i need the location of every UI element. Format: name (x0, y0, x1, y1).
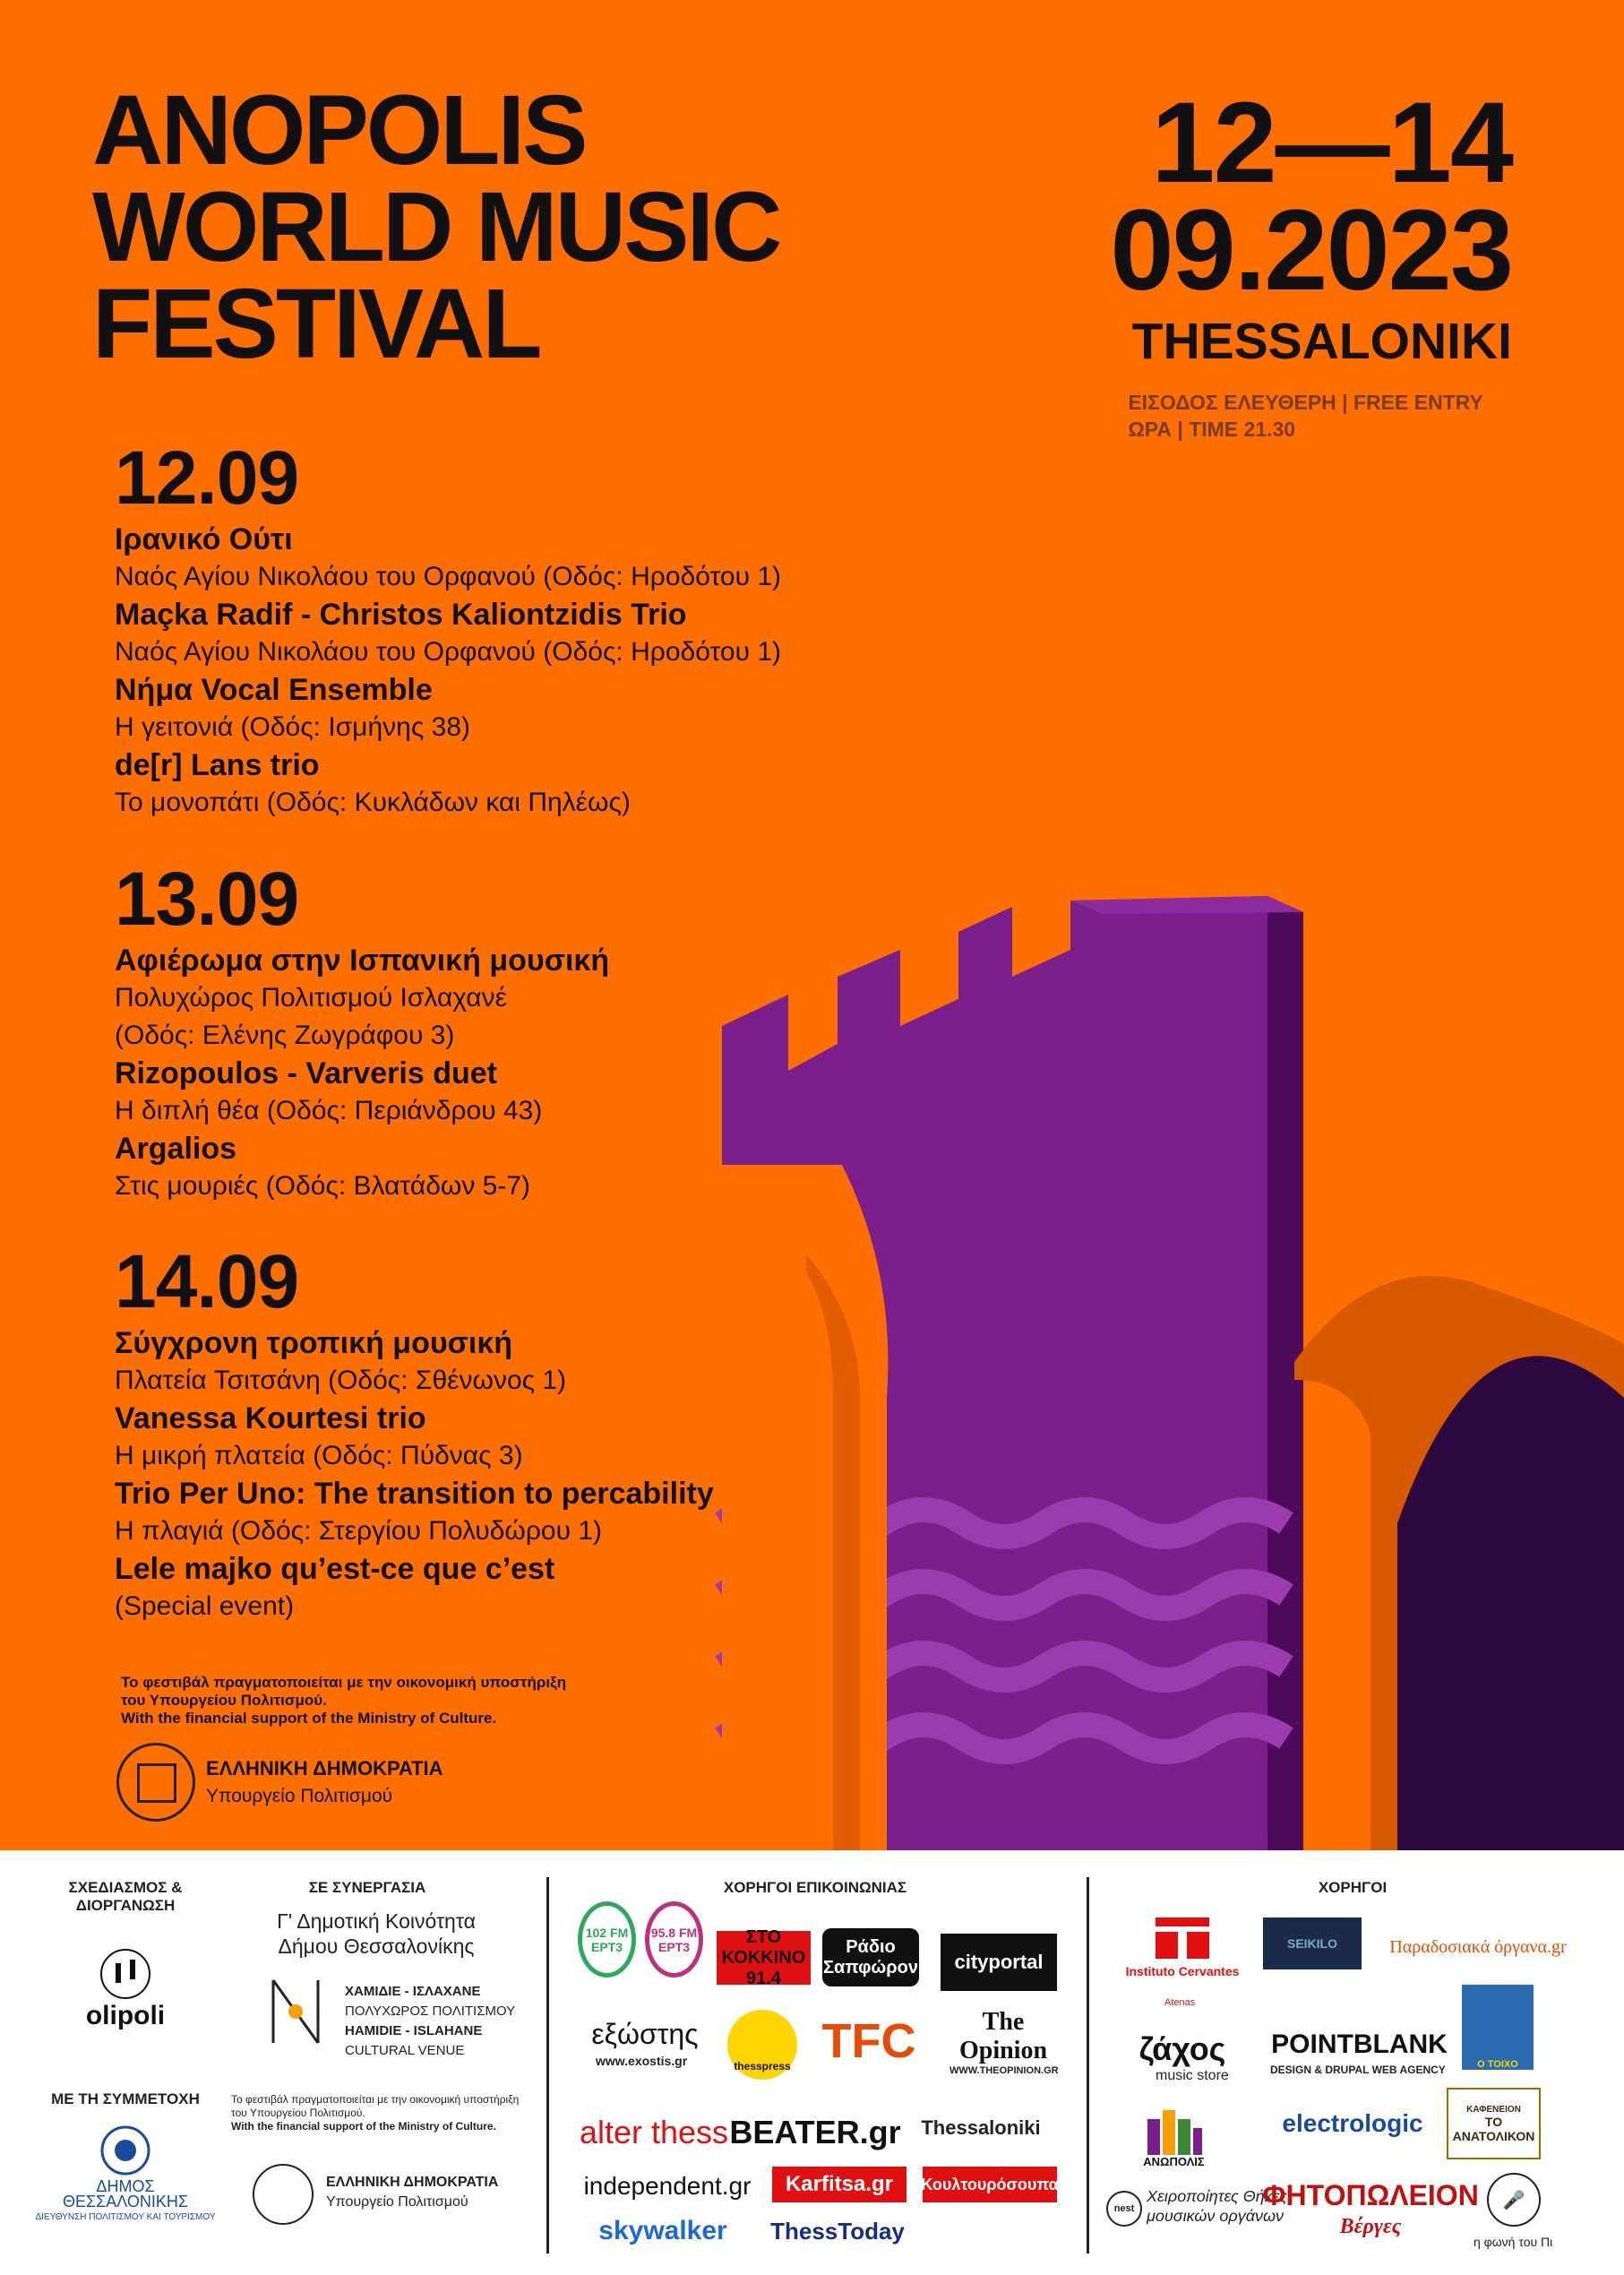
event-name: Lele majko qu’est-ce que c’est (115, 1552, 555, 1586)
time-info: ΩΡΑ | TIME 21.30 (1128, 418, 1296, 441)
alter-thess-logo: alter thess (579, 2114, 729, 2150)
cervantes-icon (1151, 1910, 1214, 1964)
venue-line-4: CULTURAL VENUE (345, 2043, 465, 2058)
ministry-name: Υπουργείο Πολιτισμού (206, 1786, 393, 1806)
venue-line-1: ΧΑΜΙΔΙΕ - ΙΣΛΑΧΑΝΕ (345, 1984, 481, 1999)
microphone-icon: 🎤 (1487, 2173, 1541, 2227)
skywalker-logo: skywalker (598, 2216, 727, 2245)
ministry-support-note (121, 1674, 566, 1728)
date-year: 09.2023 (1110, 186, 1512, 315)
event-name: Argalios (115, 1132, 237, 1166)
the-opinion-url: WWW.THEOPINION.GR (949, 2065, 1059, 2076)
cityportal-logo: cityportal (941, 1934, 1057, 1991)
event-name: Maçka Radif - Christos Kaliontzidis Trio (115, 598, 687, 632)
o-toixo-logo: Ο ΤΟΙΧΟ (1462, 1985, 1534, 2070)
anopolis-icon (1143, 2101, 1206, 2155)
fitopoleion-logo: ΦΗΤΟΠΩΛΕΙΟΝ (1262, 2178, 1479, 2211)
day-date: 14.09 (115, 1239, 299, 1323)
olipoli-icon (94, 1947, 157, 2001)
footer-ministry-name: Υπουργείο Πολιτισμού (326, 2194, 468, 2210)
verges-logo: Βέργες (1339, 2214, 1402, 2238)
event-name: Ιρανικό Ούτι (115, 522, 293, 556)
paradosiaka-organa-logo: Παραδοσιακά όργανα.gr (1389, 1936, 1567, 1957)
footer-gov-name: ΕΛΛΗΝΙΚΗ ΔΗΜΟΚΡΑΤΙΑ (326, 2175, 499, 2190)
tfc-logo: TFC (821, 2013, 916, 2068)
event-venue: Η διπλή θέα (Οδός: Περιάνδρου 43) (115, 1096, 543, 1125)
event-venue: Η μικρή πλατεία (Οδός: Πύδνας 3) (115, 1441, 523, 1470)
support-text-en: With the financial support of the Ministry of Culture. (121, 1710, 497, 1727)
anatolikon-line-2: ΤΟ ΑΝΑΤΟΛΙΚΟΝ (1452, 2114, 1535, 2143)
the-opinion-logo: The Opinion (958, 2007, 1048, 2064)
event-venue: (Οδός: Ελένης Ζωγράφου 3) (115, 1021, 455, 1050)
entry-info: ΕΙΣΟΔΟΣ ΕΛΕΥΘΕΡΗ | FREE ENTRY (1128, 391, 1483, 414)
beater-logo: BEATER.gr (729, 2114, 901, 2150)
radio-sapforon-logo: Ράδιο Σαπφώρον (822, 1928, 919, 1986)
event-venue: Ναός Αγίου Νικολάου του Ορφανού (Οδός: Ηροδότου 1) (115, 562, 781, 591)
coop-line-1: Γ' Δημοτική Κοινότητα (277, 1909, 476, 1933)
nest-line-2: μουσικών οργάνων (1147, 2207, 1285, 2225)
event-venue: Η γειτονιά (Οδός: Ισμήνης 38) (115, 712, 470, 742)
event-name: Rizopoulos - Varveris duet (115, 1056, 497, 1090)
event-name: Νήμα Vocal Ensemble (115, 673, 433, 707)
kultourosoupa-logo: Κουλτουρόσουπα (923, 2167, 1057, 2202)
olipoli-logo (72, 1935, 179, 2043)
exostis-url: www.exostis.gr (596, 2054, 688, 2068)
thessaloniki-tourism-logo: Thessaloniki (921, 2116, 1041, 2139)
pointblank-subtitle: DESIGN & DRUPAL WEB AGENCY (1270, 2064, 1446, 2076)
event-venue: (Special event) (115, 1591, 295, 1621)
thesspress-logo: thesspress (727, 2010, 797, 2080)
design-header (49, 1879, 202, 1915)
ministry-logo (116, 1743, 443, 1822)
sto-kokkino-logo: ΣΤΟ ΚΟΚΚΙΝΟ 91.4 (717, 1931, 811, 1985)
coop-header: ΣΕ ΣΥΝΕΡΓΑΣΙΑ (308, 1879, 426, 1896)
greek-seal-icon (116, 1743, 195, 1822)
design-header-1: ΣΧΕΔΙΑΣΜΟΣ & (68, 1879, 183, 1896)
hamidie-logo-icon (255, 1967, 336, 2056)
dimos-logo-icon (90, 2124, 161, 2177)
zachos-subtitle: music store (1156, 2068, 1229, 2083)
day-date: 13.09 (115, 857, 299, 941)
footer-support-note (231, 2093, 531, 2133)
greek-seal-icon (253, 2164, 314, 2225)
event-venue: Ναός Αγίου Νικολάου του Ορφανού (Οδός: Ηροδότου 1) (115, 637, 781, 667)
anopolis-logo (1136, 2088, 1212, 2168)
day-2-program (115, 856, 609, 1205)
dimos-line-2: ΔΙΕΥΘΥΝΣΗ ΠΟΛΙΤΙΣΜΟΥ ΚΑΙ ΤΟΥΡΙΣΜΟΥ (35, 2212, 216, 2222)
nest-line-1: Χειροποίητες Θήκες (1147, 2187, 1287, 2205)
title-line-2: WORLD MUSIC (92, 172, 780, 282)
title-line-3: FESTIVAL (92, 269, 540, 379)
day-1-program (115, 435, 781, 822)
event-name: de[r] Lans trio (115, 748, 320, 782)
design-header-2: ΔΙΟΡΓΑΝΩΣΗ (75, 1897, 176, 1914)
footer-ministry-logo (253, 2164, 499, 2225)
thesstoday-logo: ThessToday (770, 2217, 905, 2245)
venue-line-2: ΠΟΛΥΧΩΡΟΣ ΠΟΛΙΤΙΣΜΟΥ (345, 2004, 516, 2019)
divider (1087, 1877, 1089, 2253)
seikilo-logo: SEIKILO (1263, 1917, 1362, 1969)
event-name: Vanessa Kourtesi trio (115, 1401, 426, 1435)
zachos-logo: ζάχος (1139, 2030, 1226, 2067)
media-sponsors-header: ΧΟΡΗΓΟΙ ΕΠΙΚΟΙΝΩΝΙΑΣ (723, 1879, 907, 1896)
support-text-gr-2: του Υπουργείου Πολιτισμού. (121, 1692, 327, 1709)
event-venue: Η πλαγιά (Οδός: Στεργίου Πολυδώρου 1) (115, 1516, 603, 1546)
event-name: Αφιέρωμα στην Ισπανική μουσική (115, 944, 610, 978)
coop-line-2: Δήμου Θεσσαλονίκης (278, 1935, 475, 1958)
anatolikon-logo (1447, 2088, 1541, 2159)
nest-logo: nest (1106, 2191, 1142, 2227)
sponsors-header: ΧΟΡΗΓΟΙ (1318, 1879, 1388, 1896)
event-name: Σύγχρονη τροπική μουσική (115, 1326, 513, 1360)
hamidie-text (345, 1982, 515, 2061)
city-name: THESSALONIKI (1131, 313, 1512, 370)
dimos-text (31, 2179, 219, 2225)
independent-logo: independent.gr (583, 2172, 752, 2200)
olipoli-name: olipoli (85, 2001, 166, 2030)
divider (546, 1877, 549, 2253)
gov-name: ΕΛΛΗΝΙΚΗ ΔΗΜΟΚΡΑΤΙΑ (206, 1757, 443, 1779)
day-3-program (115, 1238, 714, 1625)
event-venue: Το μονοπάτι (Οδός: Κυκλάδων και Πηλέως) (115, 788, 631, 817)
festival-title (92, 75, 780, 379)
cervantes-name: Instituto Cervantes (1125, 1964, 1240, 1978)
event-venue: Πλατεία Τσιτσάνη (Οδός: Σθένωνος 1) (115, 1366, 567, 1395)
exostis-logo: εξώστης (591, 2017, 699, 2050)
participation-header: ΜΕ ΤΗ ΣΥΜΜΕΤΟΧΗ (51, 2090, 200, 2107)
cervantes-logo (1124, 1904, 1241, 1985)
cervantes-city: Atenas (1164, 1997, 1196, 2008)
coop-community (242, 1909, 511, 1959)
event-venue: Πολυχώρος Πολιτισμού Ισλαχανέ (115, 983, 507, 1013)
footer-support-en: With the financial support of the Ministry of Culture. (231, 2120, 496, 2133)
event-venue: Στις μουριές (Οδός: Βλατάδων 5-7) (115, 1171, 531, 1201)
support-text-gr-1: Το φεστιβάλ πραγματοποιείται με την οικονομική υποστήριξη (121, 1674, 567, 1691)
date-range: 12—14 (1151, 79, 1512, 207)
footer-support-gr-1: Το φεστιβάλ πραγματοποιείται με την οικονομική υποστήριξη (231, 2093, 520, 2106)
title-line-1: ANOPOLIS (92, 75, 586, 185)
anopolis-name: ΑΝΩΠΟΛΙΣ (1143, 2155, 1205, 2168)
i-foni-tou-pi-text: η φωνή του Πι (1474, 2235, 1553, 2249)
venue-line-3: HAMIDIE - ISLAHANE (345, 2023, 483, 2038)
ert3-102-logo: 102 FM ΕΡΤ3 (578, 1901, 636, 1978)
electrologic-logo: electrologic (1282, 2109, 1423, 2137)
day-date: 12.09 (115, 435, 299, 520)
ert3-958-logo: 95.8 FM ΕΡΤ3 (645, 1901, 703, 1978)
pointblank-logo: POINTBLANK (1271, 2029, 1448, 2059)
event-name: Trio Per Uno: The transition to percability (115, 1477, 714, 1511)
dimos-line-1: ΔΗΜΟΣ ΘΕΣΣΑΛΟΝΙΚΗΣ (62, 2177, 189, 2210)
footer-support-gr-2: του Υπουργείου Πολιτισμού. (231, 2107, 365, 2119)
anatolikon-line-1: ΚΑΦΕΝΕΙΟΝ (1466, 2104, 1521, 2115)
date-block (1110, 79, 1512, 443)
karfitsa-logo: Karfitsa.gr (772, 2167, 907, 2202)
